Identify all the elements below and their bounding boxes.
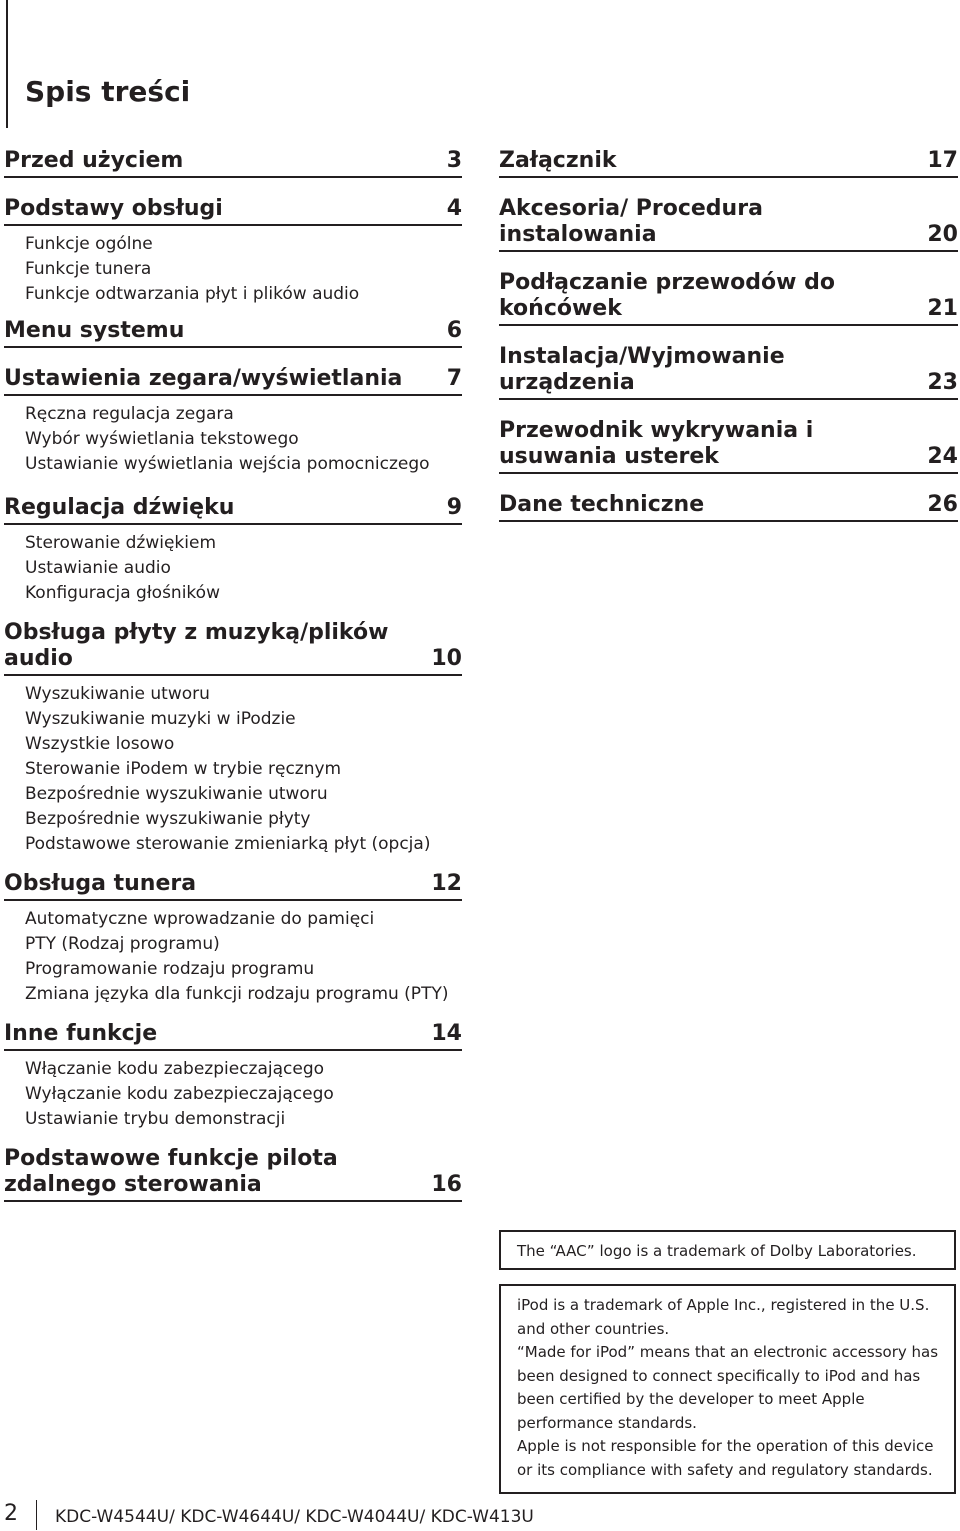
toc-section	[4, 1021, 462, 1132]
toc-heading[interactable]	[4, 196, 462, 226]
toc-subitem[interactable]: Wybór wyświetlania tekstowego	[25, 429, 299, 449]
aac-trademark-notice	[499, 1230, 956, 1270]
toc-section	[499, 418, 958, 474]
toc-heading[interactable]	[4, 495, 462, 525]
toc-heading-page: 20	[927, 222, 958, 247]
toc-subitems	[4, 396, 462, 477]
toc-subitem[interactable]: Ustawianie trybu demonstracji	[25, 1109, 286, 1129]
toc-subitem[interactable]: Konfiguracja głośników	[25, 583, 220, 603]
notice-text: The “AAC” logo is a trademark of Dolby Laboratories.	[517, 1242, 917, 1260]
toc-subitem[interactable]: Wyszukiwanie utworu	[25, 684, 210, 704]
toc-subitem[interactable]: Bezpośrednie wyszukiwanie utworu	[25, 784, 328, 804]
toc-heading-title: Obsługa płyty z muzyką/plików audio	[4, 620, 389, 671]
toc-heading-title: Menu systemu	[4, 318, 185, 343]
toc-heading-title: Inne funkcje	[4, 1021, 158, 1046]
toc-heading-title: Podstawowe funkcje pilota zdalnego sterowania	[4, 1146, 338, 1197]
toc-heading[interactable]	[499, 196, 958, 252]
toc-heading[interactable]	[4, 366, 462, 396]
toc-subitem[interactable]: Funkcje tunera	[25, 259, 152, 279]
toc-subitem[interactable]: Sterowanie iPodem w trybie ręcznym	[25, 759, 342, 779]
toc-heading-page: 9	[446, 495, 462, 520]
toc-heading-page: 23	[927, 370, 958, 395]
toc-subitems	[4, 1051, 462, 1132]
toc-section	[499, 492, 958, 522]
toc-heading-page: 3	[446, 148, 462, 173]
toc-heading-title: Ustawienia zegara/wyświetlania	[4, 366, 403, 391]
toc-heading[interactable]	[499, 492, 958, 522]
toc-heading-title: Przewodnik wykrywania i usuwania usterek	[499, 418, 814, 469]
toc-subitem[interactable]: Programowanie rodzaju programu	[25, 959, 315, 979]
toc-heading[interactable]	[4, 620, 462, 676]
toc-heading-page: 17	[927, 148, 958, 173]
toc-left-column	[4, 148, 462, 1202]
toc-subitem[interactable]: Wszystkie losowo	[25, 734, 175, 754]
toc-subitems	[4, 525, 462, 606]
toc-heading-page: 6	[446, 318, 462, 343]
toc-subitems	[4, 226, 462, 307]
toc-heading-title: Instalacja/Wyjmowanie urządzenia	[499, 344, 785, 395]
toc-heading-title: Dane techniczne	[499, 492, 705, 517]
toc-subitem[interactable]: Sterowanie dźwiękiem	[25, 533, 217, 553]
toc-heading-page: 16	[431, 1172, 462, 1197]
ipod-trademark-notice	[499, 1284, 956, 1494]
toc-heading-title: Akcesoria/ Procedura instalowania	[499, 196, 763, 247]
toc-heading-page: 7	[446, 366, 462, 391]
toc-heading[interactable]	[4, 871, 462, 901]
toc-heading[interactable]	[499, 148, 958, 178]
toc-section	[4, 148, 462, 178]
toc-subitem[interactable]: Automatyczne wprowadzanie do pamięci	[25, 909, 375, 929]
toc-heading[interactable]	[499, 418, 958, 474]
toc-subitem[interactable]: Funkcje odtwarzania płyt i plików audio	[25, 284, 360, 304]
toc-heading-title: Regulacja dźwięku	[4, 495, 235, 520]
toc-subitem[interactable]: Zmiana języka dla funkcji rodzaju programu (PTY)	[25, 984, 449, 1004]
toc-section	[499, 196, 958, 252]
toc-subitem[interactable]: Funkcje ogólne	[25, 234, 153, 254]
toc-heading[interactable]	[4, 1146, 462, 1202]
toc-subitems	[4, 676, 462, 857]
title-side-rule	[6, 0, 8, 128]
page-title: Spis treści	[25, 75, 191, 108]
toc-section	[4, 318, 462, 348]
toc-heading[interactable]	[4, 1021, 462, 1051]
toc-section	[4, 620, 462, 857]
toc-heading-page: 10	[431, 646, 462, 671]
toc-heading-page: 26	[927, 492, 958, 517]
page-number: 2	[4, 1501, 18, 1526]
notice-text: iPod is a trademark of Apple Inc., registered in the U.S. and other countries.	[517, 1296, 930, 1338]
toc-heading[interactable]	[499, 270, 958, 326]
toc-heading-title: Załącznik	[499, 148, 617, 173]
toc-heading-page: 24	[927, 444, 958, 469]
model-list: KDC-W4544U/ KDC-W4644U/ KDC-W4044U/ KDC-W413U	[55, 1507, 534, 1527]
toc-right-column	[499, 148, 958, 522]
toc-heading[interactable]	[499, 344, 958, 400]
toc-heading[interactable]	[4, 318, 462, 348]
toc-section	[4, 366, 462, 477]
toc-subitem[interactable]: PTY (Rodzaj programu)	[25, 934, 220, 954]
toc-section	[4, 196, 462, 307]
toc-section	[499, 270, 958, 326]
toc-subitem[interactable]: Włączanie kodu zabezpieczającego	[25, 1059, 325, 1079]
toc-section	[4, 495, 462, 606]
toc-subitem[interactable]: Bezpośrednie wyszukiwanie płyty	[25, 809, 311, 829]
toc-heading-page: 21	[927, 296, 958, 321]
toc-subitem[interactable]: Ustawianie wyświetlania wejścia pomocniczego	[25, 454, 430, 474]
toc-heading-title: Podstawy obsługi	[4, 196, 223, 221]
toc-heading-title: Podłączanie przewodów do końcówek	[499, 270, 835, 321]
toc-heading-page: 14	[431, 1021, 462, 1046]
notice-text: “Made for iPod” means that an electronic accessory has been designed to connect specifically to iPod and has been certified by the developer to meet Apple performance standards.	[517, 1343, 939, 1432]
toc-section	[4, 871, 462, 1007]
page-footer	[0, 1500, 600, 1531]
footer-divider	[36, 1500, 37, 1530]
toc-subitem[interactable]: Wyłączanie kodu zabezpieczającego	[25, 1084, 334, 1104]
toc-heading-page: 12	[431, 871, 462, 896]
toc-section	[4, 1146, 462, 1202]
toc-heading-title: Przed użyciem	[4, 148, 184, 173]
toc-subitem[interactable]: Wyszukiwanie muzyki w iPodzie	[25, 709, 296, 729]
toc-subitem[interactable]: Ustawianie audio	[25, 558, 171, 578]
toc-section	[499, 344, 958, 400]
toc-subitem[interactable]: Podstawowe sterowanie zmieniarką płyt (opcja)	[25, 834, 431, 854]
toc-subitem[interactable]: Ręczna regulacja zegara	[25, 404, 234, 424]
toc-heading-title: Obsługa tunera	[4, 871, 197, 896]
toc-heading-page: 4	[446, 196, 462, 221]
toc-heading[interactable]	[4, 148, 462, 178]
toc-subitems	[4, 901, 462, 1007]
notice-text: Apple is not responsible for the operation of this device or its compliance with safety and regulatory standards.	[517, 1437, 934, 1479]
toc-section	[499, 148, 958, 178]
